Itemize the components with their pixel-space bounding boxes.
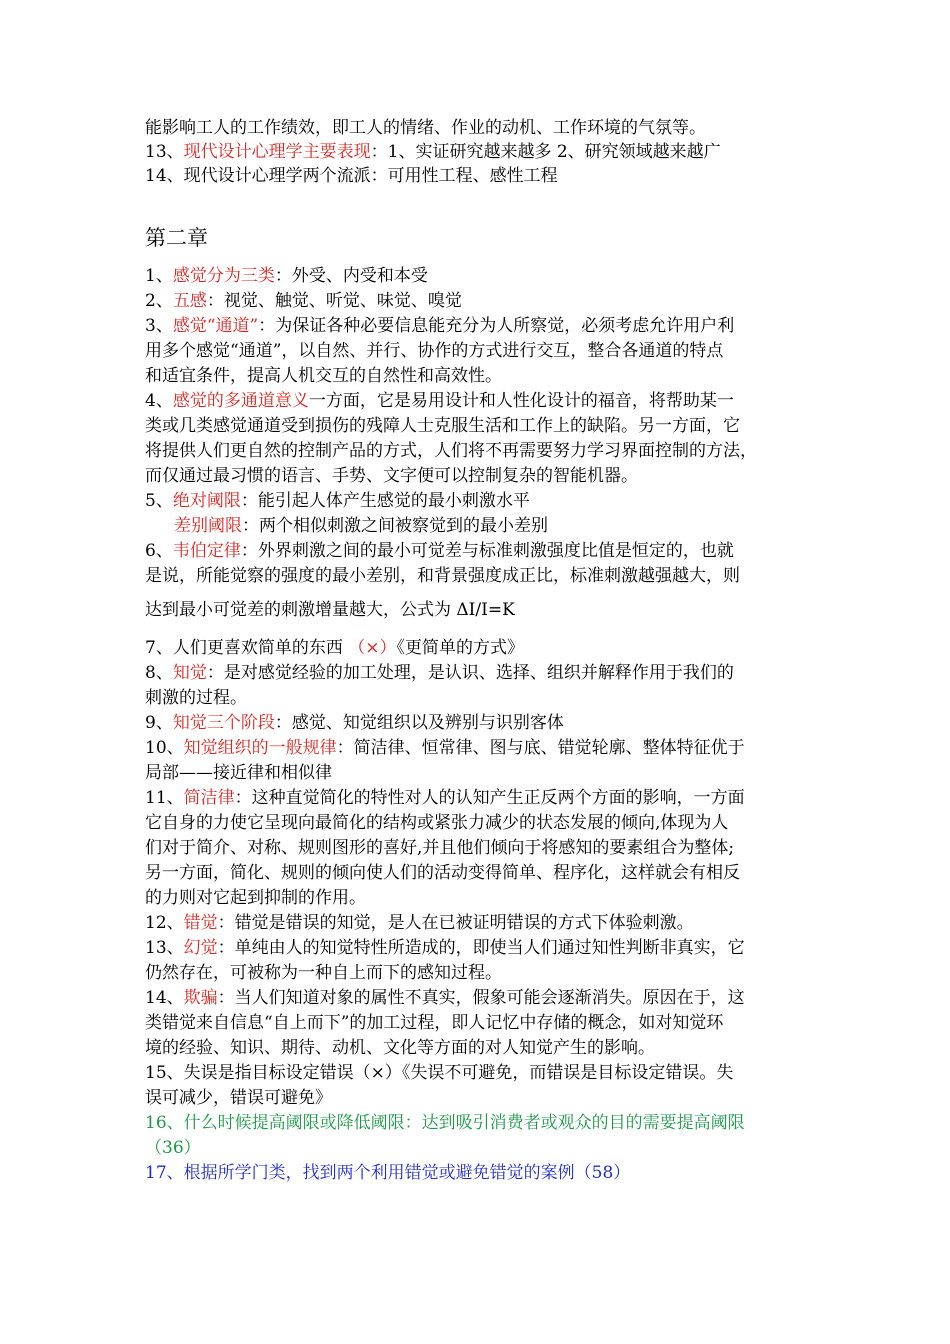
- line-text: 它自身的力使它呈现向最简化的结构或紧张力减少的状态发展的倾向,体现为人: [145, 813, 729, 833]
- line-text: 误可减少，错误可避免》: [145, 1088, 332, 1108]
- text-line: [145, 389, 734, 413]
- item-number: 14、: [145, 988, 184, 1008]
- text-line: [145, 164, 558, 188]
- line-text: ：单纯由人的知觉特性所造成的，即使当人们通过知性判断非真实，它: [217, 938, 745, 958]
- item-number: 10、: [145, 738, 184, 758]
- line-text: 们对于简介、对称、规则图形的喜好,并且他们倾向于将感知的要素组合为整体;: [145, 838, 735, 858]
- term-highlight: 韦伯定律: [172, 541, 241, 561]
- line-text: 仍然存在，可被称为一种自上而下的感知过程。: [145, 963, 502, 983]
- term-highlight: 差别阈限: [174, 516, 242, 536]
- line-text: 另一方面，简化、规则的倾向使人们的活动变得简单、程序化，这样就会有相反: [145, 863, 740, 883]
- item-number: 11、: [145, 788, 184, 808]
- text-line: [145, 936, 745, 960]
- text-line: [145, 761, 332, 785]
- line-text: 局部——接近律和相似律: [145, 763, 332, 783]
- text-line: [145, 811, 728, 835]
- text-line: [145, 564, 740, 588]
- text-line: [145, 986, 745, 1010]
- line-text: 刺激的过程。: [145, 688, 247, 708]
- text-line: [145, 314, 734, 338]
- line-text: 用多个感觉“通道”，以自然、并行、协作的方式进行交互，整合各通道的特点: [145, 341, 724, 361]
- text-line: [145, 861, 740, 885]
- text-line: [145, 686, 247, 710]
- line-text: 能影响工人的工作绩效，即工人的情绪、作业的动机、工作环境的气氛等。: [145, 118, 706, 138]
- term-highlight: 绝对阈限: [172, 491, 241, 511]
- question-text: （36）: [145, 1138, 201, 1158]
- term-highlight: 欺骗: [183, 988, 218, 1008]
- text-line: [145, 439, 757, 463]
- text-line: [174, 514, 548, 538]
- text-line: [145, 636, 524, 660]
- item-number: 8、: [145, 663, 173, 683]
- item-number: 4、: [145, 391, 173, 411]
- line-text: ：这种直觉简化的特性对人的认知产生正反两个方面的影响，一方面: [234, 788, 745, 808]
- line-text: 类或几类感觉通道受到损伤的残障人士克服生活和工作上的缺陷。另一方面，它: [145, 416, 740, 436]
- text-line: [145, 116, 706, 140]
- text-line: [145, 836, 734, 860]
- item-number: 3、: [145, 316, 173, 336]
- line-text: ：视觉、触觉、听觉、味觉、嗅觉: [206, 291, 462, 311]
- term-highlight: （×）: [348, 638, 397, 658]
- term-highlight: 现代设计心理学主要表现: [183, 142, 371, 162]
- text-line: [145, 289, 462, 313]
- item-number: 2、: [145, 291, 173, 311]
- line-text: 的力则对它起到抑制的作用。: [145, 888, 366, 908]
- text-line: [145, 339, 723, 363]
- item-number: 13、: [145, 142, 184, 162]
- question-line: [145, 1136, 201, 1160]
- text-line: [145, 1036, 655, 1060]
- text-line: [145, 736, 745, 760]
- line-text: 14、现代设计心理学两个流派：可用性工程、感性工程: [145, 166, 558, 186]
- line-text: 是说，所能觉察的强度的最小差别，和背景强度成正比，标准刺激越强越大，则: [145, 566, 740, 586]
- line-text: 《更简单的方式》: [396, 638, 524, 658]
- text-line: [145, 364, 502, 388]
- heading-text: 第二章: [145, 226, 208, 250]
- text-line: [145, 464, 638, 488]
- question-line: [145, 1161, 630, 1185]
- term-highlight: 感觉的多通道意义: [172, 391, 309, 411]
- line-text: 一方面，它是易用设计和人性化设计的福音，将帮助某一: [308, 391, 734, 411]
- term-highlight: 知觉: [172, 663, 207, 683]
- line-text: 将提供人们更自然的控制产品的方式，人们将不再需要努力学习界面控制的方法，: [145, 441, 757, 461]
- term-highlight: 知觉组织的一般规律: [183, 738, 337, 758]
- text-line: [145, 661, 734, 685]
- line-text: ：感觉、知觉组织以及辨别与识别客体: [274, 713, 564, 733]
- question-text: 16、什么时候提高阈限或降低阈限：达到吸引消费者或观众的目的需要提高阈限: [145, 1113, 745, 1133]
- text-line: [145, 1086, 332, 1110]
- line-text: 而仅通过最习惯的语言、手势、文字便可以控制复杂的智能机器。: [145, 466, 638, 486]
- item-number: 12、: [145, 913, 184, 933]
- text-line: [145, 1061, 733, 1085]
- line-text: ：简洁律、恒常律、图与底、错觉轮廓、整体特征优于: [336, 738, 745, 758]
- line-text: 和适宜条件，提高人机交互的自然性和高效性。: [145, 366, 502, 386]
- item-number: 1、: [145, 266, 173, 286]
- term-highlight: 感觉分为三类: [172, 266, 275, 286]
- line-text: 类错觉来自信息“自上而下”的加工过程，即人记忆中存储的概念，如对知觉环: [145, 1013, 724, 1033]
- text-line: [145, 911, 694, 935]
- chapter-heading: [145, 224, 208, 252]
- line-text: ：能引起人体产生感觉的最小刺激水平: [240, 491, 530, 511]
- text-line: [145, 489, 530, 513]
- text-line: [145, 598, 515, 622]
- line-text: ：为保证各种必要信息能充分为人所察觉，必须考虑允许用户利: [258, 316, 735, 336]
- line-text: 15、失误是指目标设定错误（×）《失误不可避免，而错误是目标设定错误。失: [145, 1063, 734, 1083]
- line-text: ：两个相似刺激之间被察觉到的最小差别: [242, 516, 548, 536]
- text-line: [145, 711, 564, 735]
- line-text: ：1、实证研究越来越多 2、研究领域越来越广: [370, 142, 721, 162]
- term-highlight: 感觉“通道”: [172, 316, 259, 336]
- question-text: 17、根据所学门类，找到两个利用错觉或避免错觉的案例（58）: [145, 1163, 631, 1183]
- item-number: 7、人们更喜欢简单的东西: [145, 638, 349, 658]
- line-text: ：错觉是错误的知觉，是人在已被证明错误的方式下体验刺激。: [217, 913, 694, 933]
- term-highlight: 错觉: [183, 913, 218, 933]
- term-highlight: 五感: [172, 291, 207, 311]
- term-highlight: 幻觉: [183, 938, 218, 958]
- term-highlight: 知觉三个阶段: [172, 713, 275, 733]
- text-line: [145, 264, 428, 288]
- item-number: 9、: [145, 713, 173, 733]
- term-highlight: 简洁律: [183, 788, 235, 808]
- item-number: 13、: [145, 938, 184, 958]
- text-line: [145, 140, 721, 164]
- text-line: [145, 414, 740, 438]
- text-line: [145, 539, 734, 563]
- line-text: 达到最小可觉差的刺激增量越大，公式为 ΔI/I=K: [145, 600, 515, 620]
- item-number: 5、: [145, 491, 173, 511]
- text-line: [145, 786, 745, 810]
- line-text: 境的经验、知识、期待、动机、文化等方面的对人知觉产生的影响。: [145, 1038, 655, 1058]
- line-text: ：当人们知道对象的属性不真实，假象可能会逐渐消失。原因在于，这: [217, 988, 745, 1008]
- text-line: [145, 1011, 723, 1035]
- line-text: ：外界刺激之间的最小可觉差与标准刺激强度比值是恒定的，也就: [240, 541, 734, 561]
- item-number: 6、: [145, 541, 173, 561]
- text-line: [145, 886, 366, 910]
- text-line: [145, 961, 502, 985]
- question-line: [145, 1111, 745, 1135]
- line-text: ：是对感觉经验的加工处理，是认识、选择、组织并解释作用于我们的: [206, 663, 734, 683]
- line-text: ：外受、内受和本受: [274, 266, 428, 286]
